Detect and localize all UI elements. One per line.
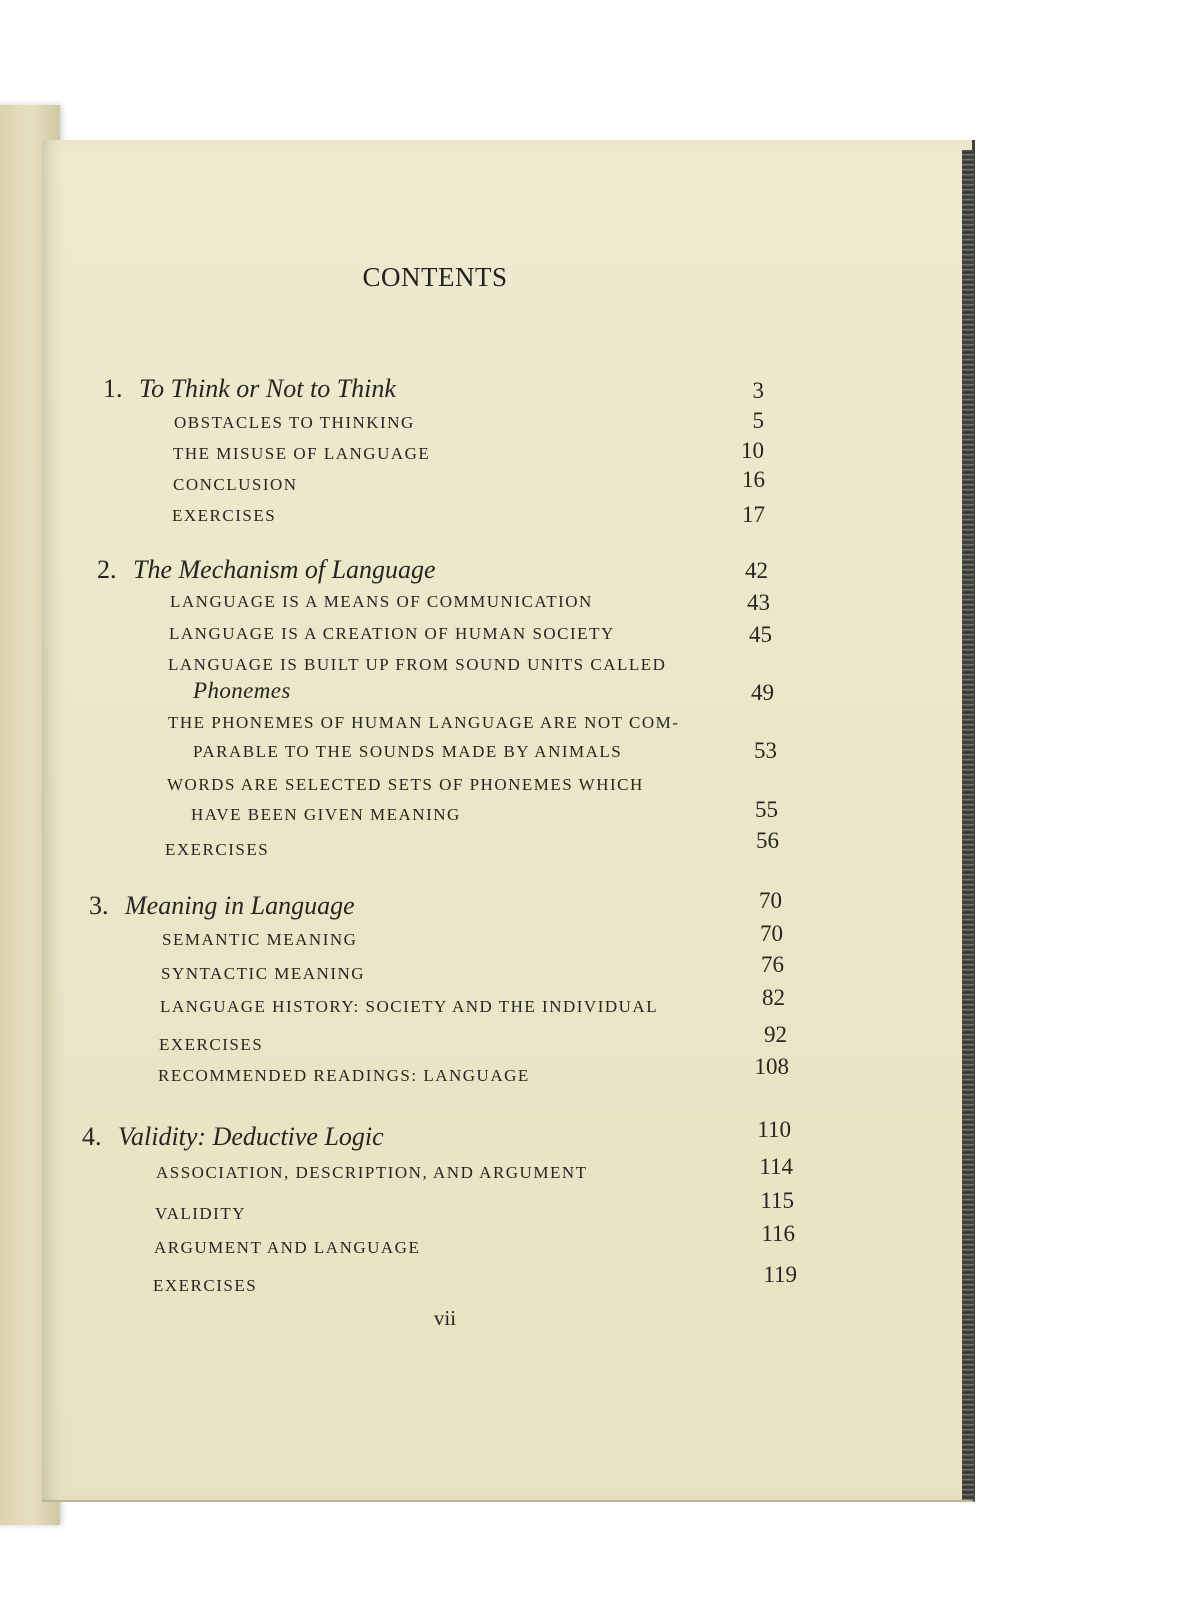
section-page: 114 — [759, 1154, 793, 1179]
section-page: 45 — [749, 622, 772, 647]
section-page: 5 — [752, 408, 764, 433]
page-folio: vii — [433, 1306, 457, 1330]
section-label: CONCLUSION — [173, 475, 298, 494]
section-label: SYNTACTIC MEANING — [161, 964, 366, 983]
chapter-number: 1. — [103, 374, 123, 403]
section-label: EXERCISES — [165, 840, 270, 859]
chapter-1-heading — [103, 374, 396, 404]
section-page: 92 — [764, 1022, 787, 1047]
book-page — [42, 140, 975, 1502]
section-label: THE MISUSE OF LANGUAGE — [173, 444, 431, 463]
section-label: VALIDITY — [155, 1204, 247, 1223]
chapter-title: Validity: Deductive Logic — [118, 1122, 384, 1151]
section-page: 55 — [755, 797, 778, 822]
section-label: LANGUAGE IS BUILT UP FROM SOUND UNITS CALLED — [168, 655, 667, 674]
contents-heading: CONTENTS — [362, 262, 508, 292]
chapter-title: To Think or Not to Think — [139, 374, 396, 403]
chapter-number: 3. — [89, 891, 109, 920]
section-label: OBSTACLES TO THINKING — [174, 413, 415, 432]
section-label: EXERCISES — [159, 1035, 264, 1054]
chapter-number: 4. — [82, 1122, 102, 1151]
section-label-continued: PARABLE TO THE SOUNDS MADE BY ANIMALS — [193, 742, 623, 761]
section-label: ASSOCIATION, DESCRIPTION, AND ARGUMENT — [156, 1163, 588, 1182]
section-page: 16 — [742, 467, 765, 492]
chapter-3-page: 70 — [759, 888, 782, 913]
section-label: LANGUAGE IS A MEANS OF COMMUNICATION — [170, 592, 593, 611]
section-page: 108 — [754, 1054, 789, 1079]
section-page: 116 — [761, 1221, 795, 1246]
section-label: EXERCISES — [172, 506, 277, 525]
chapter-title: The Mechanism of Language — [133, 555, 436, 584]
section-page: 56 — [756, 828, 779, 853]
page-stack-edge — [962, 150, 974, 1500]
section-label: SEMANTIC MEANING — [162, 930, 358, 949]
chapter-4-heading — [82, 1122, 384, 1152]
chapter-2-heading — [97, 555, 436, 585]
section-page: 53 — [754, 738, 777, 763]
section-label: RECOMMENDED READINGS: LANGUAGE — [158, 1066, 530, 1085]
chapter-2-page: 42 — [745, 558, 768, 583]
section-label: WORDS ARE SELECTED SETS OF PHONEMES WHICH — [167, 775, 644, 794]
section-label: LANGUAGE IS A CREATION OF HUMAN SOCIETY — [169, 624, 615, 643]
section-page: 70 — [760, 921, 783, 946]
section-page: 119 — [763, 1262, 797, 1287]
section-page: 82 — [762, 985, 785, 1010]
chapter-3-heading — [89, 891, 355, 921]
section-label-continued: Phonemes — [193, 678, 291, 703]
section-page: 17 — [742, 502, 765, 527]
section-label: THE PHONEMES OF HUMAN LANGUAGE ARE NOT COM- — [168, 713, 680, 732]
chapter-1-page: 3 — [752, 378, 764, 403]
chapter-4-page: 110 — [757, 1117, 791, 1142]
chapter-title: Meaning in Language — [125, 891, 355, 920]
section-page: 10 — [741, 438, 764, 463]
section-page: 115 — [760, 1188, 794, 1213]
section-label-continued: HAVE BEEN GIVEN MEANING — [191, 805, 461, 824]
chapter-number: 2. — [97, 555, 117, 584]
section-label: ARGUMENT AND LANGUAGE — [154, 1238, 421, 1257]
section-label: EXERCISES — [153, 1276, 258, 1295]
section-page: 43 — [747, 590, 770, 615]
section-page: 76 — [761, 952, 784, 977]
section-label: LANGUAGE HISTORY: SOCIETY AND THE INDIVIDUAL — [160, 997, 659, 1016]
section-page: 49 — [751, 680, 774, 705]
